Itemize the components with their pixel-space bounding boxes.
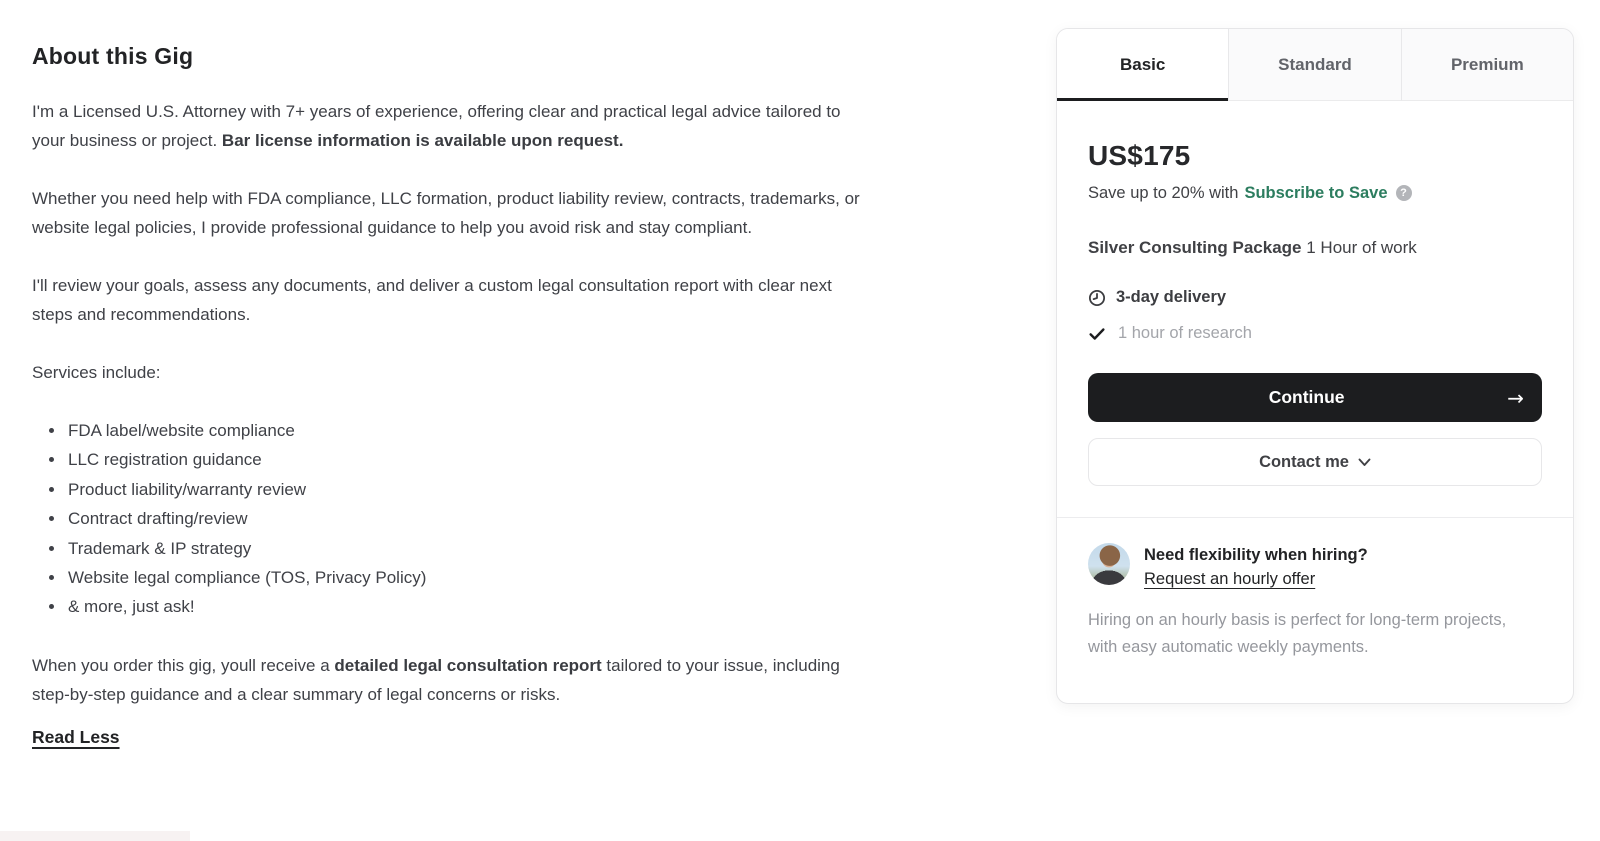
intro-paragraph xyxy=(32,97,874,155)
hourly-offer-description: Hiring on an hourly basis is perfect for long-term projects, with easy automatic weekly payments. xyxy=(1088,611,1507,656)
tab-premium[interactable]: Premium xyxy=(1401,29,1573,101)
delivery-row xyxy=(1088,288,1542,307)
arrow-right-icon: → xyxy=(1507,385,1524,410)
tab-standard[interactable]: Standard xyxy=(1228,29,1400,101)
feature-label: 1 hour of research xyxy=(1118,324,1252,342)
continue-button[interactable] xyxy=(1088,373,1542,422)
list-item: • Website legal compliance (TOS, Privacy Policy) xyxy=(66,563,874,592)
list-item: • LLC registration guidance xyxy=(66,445,874,474)
services-list xyxy=(32,416,874,622)
package-scope: 1 Hour of work xyxy=(1306,238,1417,257)
services-label: Services include: xyxy=(32,363,161,382)
intro-text: I'm a Licensed U.S. Attorney with 7+ years of experience, offering clear and practical legal advice tailored to your business or project. xyxy=(32,102,841,150)
list-item: • Trademark & IP strategy xyxy=(66,534,874,563)
help-icon[interactable]: ? xyxy=(1396,185,1412,201)
package-card-body xyxy=(1057,101,1573,689)
read-less-link[interactable]: Read Less xyxy=(32,726,120,747)
price-label: US$175 xyxy=(1088,140,1191,171)
tab-basic[interactable]: Basic xyxy=(1057,29,1228,101)
deliverable-bold-text: detailed legal consultation report xyxy=(334,655,602,675)
package-card xyxy=(1056,28,1574,704)
clock-icon xyxy=(1088,289,1106,307)
chevron-down-icon xyxy=(1358,458,1371,467)
hourly-offer-title: Need flexibility when hiring? xyxy=(1144,546,1368,564)
request-hourly-offer-link[interactable]: Request an hourly offer xyxy=(1144,570,1316,588)
list-item: • Contract drafting/review xyxy=(66,504,874,533)
package-tabs xyxy=(1057,29,1573,101)
package-summary xyxy=(1088,236,1542,260)
save-row xyxy=(1088,181,1542,205)
list-item: • & more, just ask! xyxy=(66,592,874,621)
gig-description-section xyxy=(32,42,874,752)
seller-avatar xyxy=(1088,543,1130,585)
deliverable-text-1: When you order this gig, youll receive a xyxy=(32,655,335,675)
contact-me-label: Contact me xyxy=(1259,452,1349,471)
process-paragraph: I'll review your goals, assess any documents, and deliver a custom legal consultation report with clear next steps and recommendations. xyxy=(32,276,832,324)
hourly-offer-section xyxy=(1088,518,1542,661)
page-title: About this Gig xyxy=(32,43,194,69)
subscribe-to-save-link[interactable]: Subscribe to Save xyxy=(1244,184,1388,202)
deliverable-paragraph xyxy=(32,651,874,709)
contact-me-button[interactable] xyxy=(1088,438,1542,486)
continue-button-label: Continue xyxy=(1268,387,1345,407)
help-areas-paragraph: Whether you need help with FDA compliance, LLC formation, product liability review, contracts, trademarks, or website legal policies, I provide professional guidance to help you avoid risk and stay compliant. xyxy=(32,189,860,237)
list-item: • FDA label/website compliance xyxy=(66,416,874,445)
bottom-left-fragment xyxy=(0,831,190,841)
package-name: Silver Consulting Package xyxy=(1088,238,1302,257)
deliverable-text-2: tailored to your issue, including step-by-step guidance and a clear summary of legal concerns or risks. xyxy=(32,655,840,704)
save-text: Save up to 20% with xyxy=(1088,184,1239,202)
list-item: • Product liability/warranty review xyxy=(66,475,874,504)
checkmark-icon xyxy=(1088,325,1106,343)
feature-row xyxy=(1088,324,1542,343)
intro-bold-text: Bar license information is available upon request. xyxy=(221,131,624,150)
delivery-label: 3-day delivery xyxy=(1116,288,1227,306)
